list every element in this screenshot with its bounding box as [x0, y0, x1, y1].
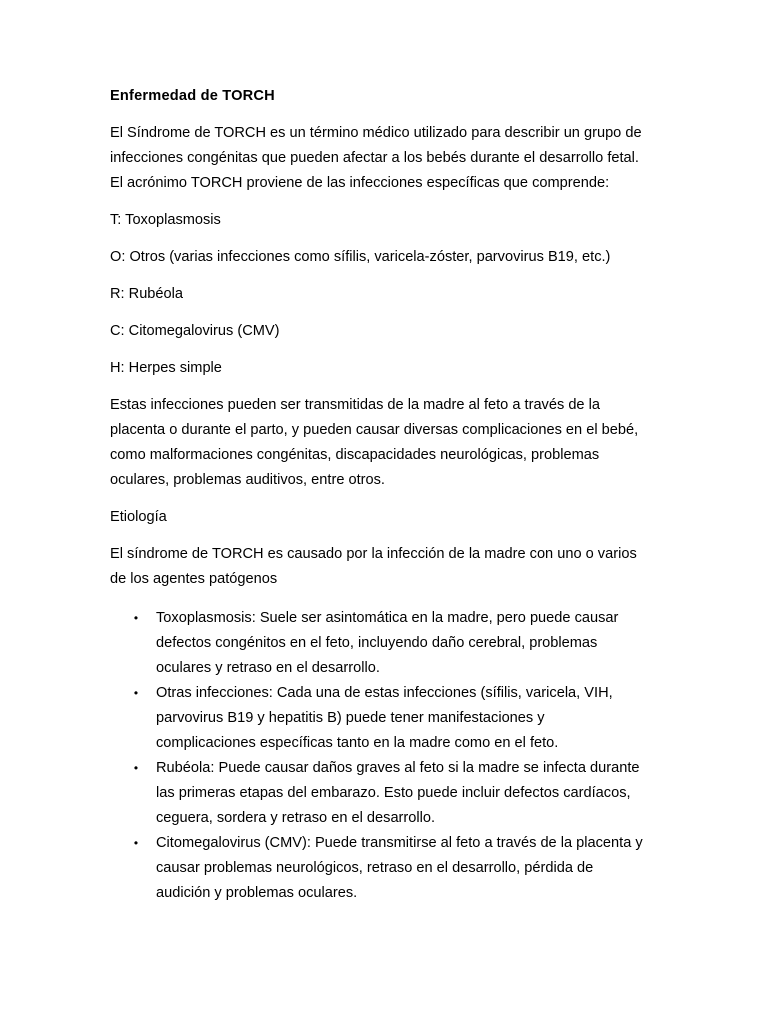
acronym-item-r: R: Rubéola [110, 286, 184, 302]
etiology-heading: Etiología [110, 509, 167, 525]
transmission-paragraph: Estas infecciones pueden ser transmitidas de la madre al feto a través de la placenta o durante el parto, y pueden causar diversas complicaciones en el bebé, como malformaciones congénitas, discapacidades neurológicas, problemas oculares, problemas auditivos, entre otros. [110, 397, 639, 488]
acronym-item-t: T: Toxoplasmosis [110, 212, 221, 228]
bullet-icon: • [133, 761, 139, 775]
acronym-item-o: O: Otros (varias infecciones como sífilis, varicela-zóster, parvovirus B19, etc.) [110, 249, 611, 265]
acronym-item-h: H: Herpes simple [110, 360, 222, 376]
document-page [110, 84, 645, 906]
list-item-text: Toxoplasmosis: Suele ser asintomática en la madre, pero puede causar defectos congénitos en el feto, incluyendo daño cerebral, problemas oculares y retraso en el desarrollo. [156, 610, 619, 676]
list-item-text: Otras infecciones: Cada una de estas infecciones (sífilis, varicela, VIH, parvovirus B19 y hepatitis B) puede tener manifestaciones y complicaciones específicas tanto en la madre como en el feto. [156, 685, 613, 751]
bullet-icon: • [133, 836, 139, 850]
bullet-icon: • [133, 686, 139, 700]
list-item [110, 756, 645, 831]
bullet-icon: • [133, 611, 139, 625]
acronym-item-c: C: Citomegalovirus (CMV) [110, 323, 280, 339]
etiology-intro-paragraph: El síndrome de TORCH es causado por la infección de la madre con uno o varios de los agentes patógenos [110, 546, 637, 587]
list-item-text: Citomegalovirus (CMV): Puede transmitirse al feto a través de la placenta y causar problemas neurológicos, retraso en el desarrollo, pérdida de audición y problemas oculares. [156, 835, 643, 901]
intro-paragraph: El Síndrome de TORCH es un término médico utilizado para describir un grupo de infecciones congénitas que pueden afectar a los bebés durante el desarrollo fetal. El acrónimo TORCH proviene de las infecciones específicas que comprende: [110, 125, 642, 191]
document-title: Enfermedad de TORCH [110, 88, 275, 104]
list-item [110, 831, 645, 906]
list-item [110, 681, 645, 756]
list-item [110, 606, 645, 681]
pathogen-list [110, 606, 645, 906]
list-item-text: Rubéola: Puede causar daños graves al feto si la madre se infecta durante las primeras etapas del embarazo. Esto puede incluir defectos cardíacos, ceguera, sordera y retraso en el desarrollo. [156, 760, 640, 826]
